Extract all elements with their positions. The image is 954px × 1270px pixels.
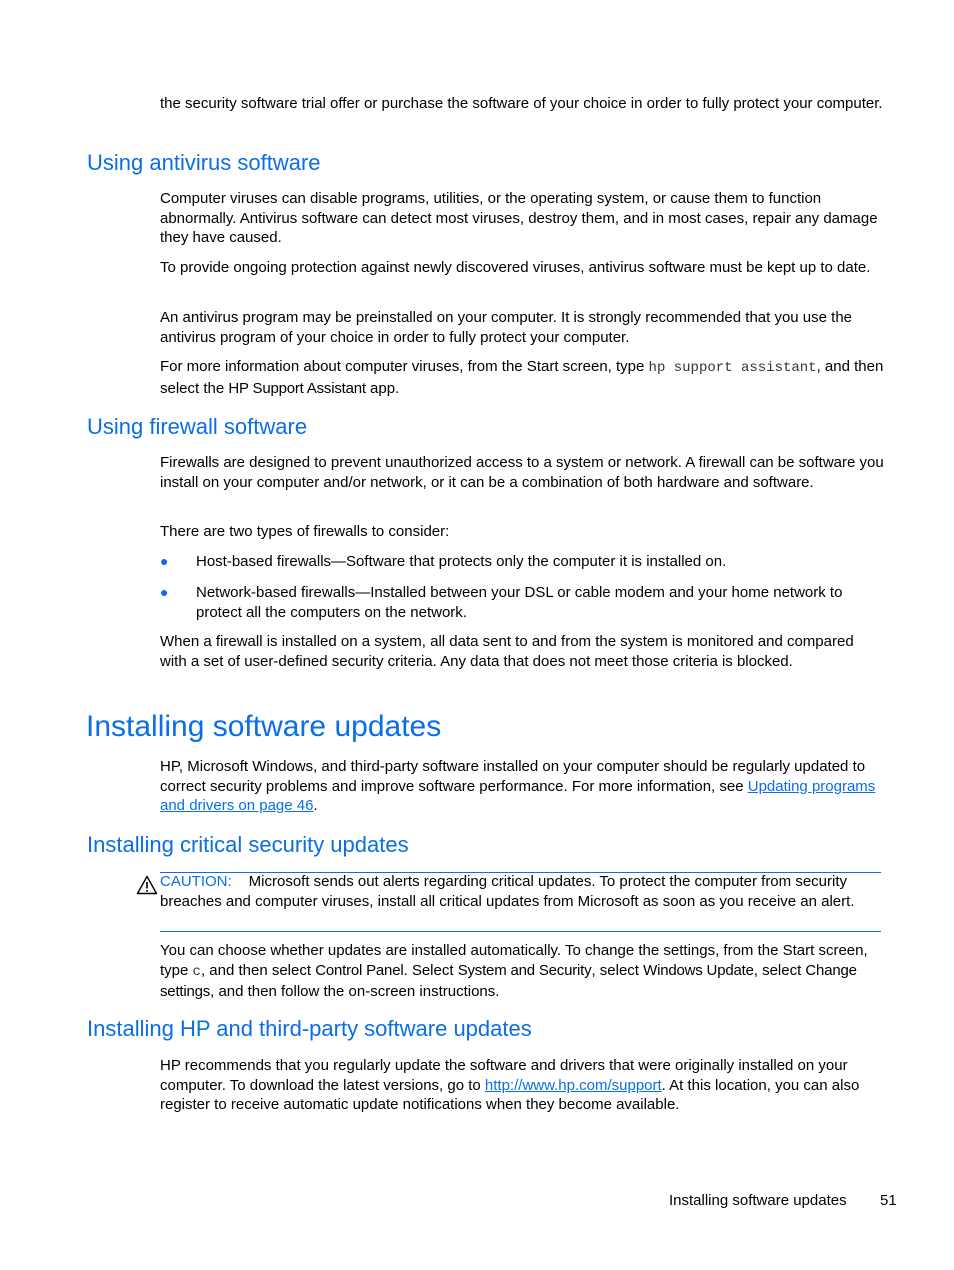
antivirus-paragraph-2: To provide ongoing protection against newly discovered viruses, antivirus software must be kept up to date.: [160, 259, 871, 276]
text-span: , and then select the: [160, 358, 884, 397]
hp-support-link[interactable]: http://www.hp.com/support: [484, 1076, 662, 1094]
antivirus-paragraph-3: An antivirus program may be preinstalled on your computer. It is strongly recommended that you use the antivirus program of your choice in order to fully protect your computer.: [160, 309, 853, 346]
ui-change-settings: Change settings: [160, 961, 857, 1000]
critical-updates-heading: Installing critical security updates: [87, 832, 409, 857]
text-span: app.: [365, 379, 400, 397]
antivirus-paragraph-1: Computer viruses can disable programs, utilities, or the operating system, or cause them to function abnormally. Antivirus software can detect most viruses, destroy them, and in most cases, repair any damage they have caused.: [160, 190, 878, 246]
bullet-icon: ●: [160, 584, 169, 600]
bullet-icon: ●: [160, 553, 169, 569]
caution-label: CAUTION:: [160, 873, 232, 890]
text-span: You can choose whether updates are installed automatically. To change the settings, from the Start screen, type: [160, 942, 868, 979]
command-text: hp support assistant: [648, 360, 817, 376]
firewall-heading: Using firewall software: [87, 414, 308, 439]
page-number: 51: [880, 1192, 897, 1209]
app-name: HP Support Assistant: [228, 379, 366, 397]
antivirus-heading: Using antivirus software: [87, 150, 321, 175]
text-span: . At this location, you can also register to receive automatic update notifications when they become available.: [160, 1076, 860, 1113]
text-span: , and then select: [200, 961, 316, 979]
text-span: , select: [591, 961, 644, 979]
updates-paragraph: [160, 757, 884, 816]
firewall-paragraph-3: When a firewall is installed on a system, all data sent to and from the system is monitored and compared with a set of user-defined security criteria. Any data that does not meet those criteria is blocked.: [160, 633, 854, 670]
critical-updates-paragraph: [160, 941, 884, 1002]
caution-text: Microsoft sends out alerts regarding critical updates. To protect the computer from security breaches and computer viruses, install all critical updates from Microsoft as soon as you receive an alert.: [160, 873, 855, 910]
updating-programs-link[interactable]: Updating programs and drivers on page 46: [160, 777, 876, 814]
text-span: , select: [753, 961, 806, 979]
intro-paragraph: the security software trial offer or purchase the software of your choice in order to fully protect your computer.: [160, 95, 883, 112]
text-span: , and then follow the on-screen instructions.: [210, 983, 500, 1000]
list-item-text: Host-based firewalls—Software that protects only the computer it is installed on.: [196, 553, 727, 570]
warning-triangle-icon: [136, 875, 158, 895]
caution-note: [160, 872, 884, 911]
hp-updates-heading: Installing HP and third-party software updates: [87, 1016, 532, 1041]
text-span: . Select: [403, 961, 458, 979]
hp-updates-paragraph: [160, 1056, 884, 1115]
ui-windows-update: Windows Update: [643, 961, 754, 979]
caution-bottom-rule: [160, 931, 881, 932]
firewall-paragraph-2: There are two types of firewalls to consider:: [160, 523, 450, 540]
list-item-text: Network-based firewalls—Installed between your DSL or cable modem and your home network to protect all the computers on the network.: [196, 584, 843, 621]
text-span: HP, Microsoft Windows, and third-party software installed on your computer should be regularly updated to correct security problems and improve software performance. For more information, see: [160, 758, 866, 795]
section-title: Installing software updates: [86, 710, 442, 743]
text-span: For more information about computer viruses, from the Start screen, type: [160, 358, 649, 375]
firewall-paragraph-1: Firewalls are designed to prevent unauthorized access to a system or network. A firewall can be software you install on your computer and/or network, or it can be a combination of both hardware and software.: [160, 454, 884, 491]
ui-control-panel: Control Panel: [315, 961, 404, 979]
command-text: c: [192, 963, 201, 980]
text-span: .: [313, 797, 318, 814]
footer-section-title: Installing software updates: [669, 1192, 847, 1209]
text-span: HP recommends that you regularly update the software and drivers that were originally installed on your computer. To download the latest versions, go to: [160, 1057, 848, 1094]
antivirus-paragraph-4: [160, 357, 884, 398]
ui-system-security: System and Security: [457, 961, 592, 979]
